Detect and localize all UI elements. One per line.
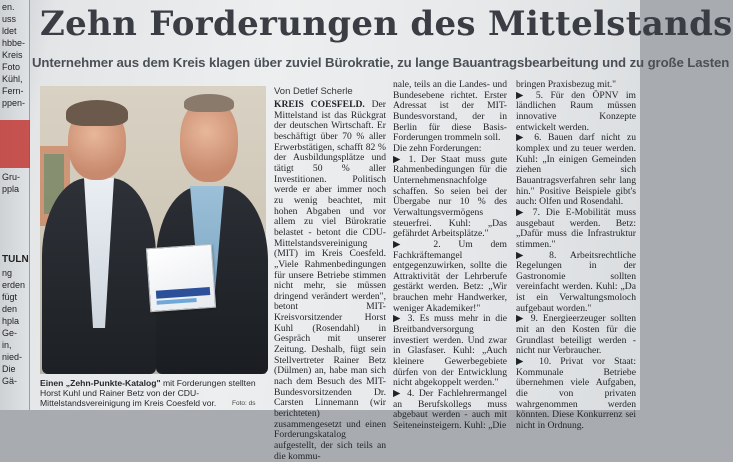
folder-zehn-punkte-katalog xyxy=(146,244,216,312)
dateline: KREIS COESFELD. xyxy=(274,99,365,110)
previous-article-column xyxy=(0,0,30,410)
paragraph: ▶ 10. Privat vor Staat: Kommunale Betriebe übernehmen viele Aufgaben, die von privaten wahrgenommen werden könnten. Diese Konkurrenz sei nicht in Ordnung. xyxy=(516,356,636,431)
person-left xyxy=(40,86,160,374)
prev-line: TULN xyxy=(2,254,29,265)
person-right-hair xyxy=(184,94,234,112)
person-left-hair xyxy=(66,100,128,126)
paragraph: ▶ 8. Arbeitsrechtliche Regelungen in der Gastronomie sollten vereinfacht werden. Kuhl: „Da ist ein Verwaltungsmoloch aufgebaut worden." xyxy=(516,249,636,314)
prev-line: hbbe- xyxy=(2,38,26,48)
prev-line: ldet xyxy=(2,26,17,36)
paragraph: ▶ 2. Um dem Fachkräftemangel entgegenzuwirken, sollte die Attraktivität der Lehrberufe gestärkt werden. Betz: „Wir brauchen mehr Handwerker, weniger Akademiker!" xyxy=(393,238,507,314)
prev-line: erden xyxy=(2,280,26,290)
prev-line: uss xyxy=(2,14,17,24)
article-column-1 xyxy=(274,100,386,462)
prev-line: nied- xyxy=(2,352,23,362)
paragraph xyxy=(274,100,386,462)
prev-line: Fern- xyxy=(2,86,24,96)
article-photo xyxy=(40,86,266,374)
person-right xyxy=(150,86,266,374)
paragraph-text: Der Mittelstand ist das Rückgrat der deutschen Wirtschaft. Er beschäftigt über 70 % aller Erwerbstätigen, schafft 82 % der Ausbildungsplätze und tätigt 50 % aller Investitionen. Politisch werde er aber immer noch zu wenig beachtet, mit hohen Abgaben und vor allem zu viel Bürokratie belastet - betont die CDU-Mittelstandsvereinigung (MIT) im Kreis Coesfeld. „Viele Rahmenbedingungen für unsere Betriebe stimmen nicht mehr, sie müssen dringend verändert werden", betont MIT-Kreisvorsitzender Horst Kuhl (Rosendahl) in Gespräch mit unserer Zeitung. Deshalb, fügt sein Stellvertreter Rainer Betz (Dülmen) an, habe man sich nach dem Besuch des MIT-Bundesvorsitzenden Dr. Carsten Linnemann (wir berichteten) zusammengesetzt und einen Forderungskatalog aufgestellt, der sich teils an die kommu- xyxy=(274,99,386,462)
paragraph: ▶ 4. Der Fachlehrermangel an Berufskollegs muss abgebaut werden - auch mit Seiteneinsteigern. Kuhl: „Die xyxy=(393,388,507,431)
prev-line: hpla xyxy=(2,316,20,326)
prev-line: Kreis xyxy=(2,50,23,60)
red-accent-bar xyxy=(0,120,30,168)
prev-line: Ge- xyxy=(2,328,18,338)
prev-line: den xyxy=(2,304,18,314)
folder-stripe xyxy=(156,287,210,299)
paragraph: Die zehn Forderungen: xyxy=(393,142,482,154)
prev-line: Foto xyxy=(2,62,21,72)
paragraph: ▶ 7. Die E-Mobilität muss ausgebaut werden. Betz: „Dafür muss die Infrastruktur stimmen." xyxy=(516,206,636,250)
paragraph: bringen Praxisbezug mit." xyxy=(516,79,617,90)
folder-stripe-light xyxy=(157,298,197,305)
caption-text: mit Forderungen stellten Horst Kuhl und Rainer Betz von der CDU-Mittelstandsvereinigung im Kreis Coesfeld vor. xyxy=(40,378,256,408)
subheadline: Unternehmer aus dem Kreis klagen über zuviel Bürokratie, zu lange Bauantragsbearbeitung und zu große Lasten xyxy=(32,55,730,70)
paragraph: ▶ 5. Für den ÖPNV im ländlichen Raum müssen innovative Konzepte entwickelt werden. xyxy=(516,89,636,133)
article-column-2 xyxy=(393,80,507,432)
prev-line: Die xyxy=(2,364,16,374)
prev-line: in, xyxy=(2,340,12,350)
prev-line: Gä- xyxy=(2,376,18,386)
headline: Zehn Forderungen des Mittelstands xyxy=(40,4,733,44)
photo-credit: Foto: ds xyxy=(232,400,256,407)
prev-line: Kühl, xyxy=(2,74,23,84)
paragraph: ▶ 6. Bauen darf nicht zu komplex und zu teuer werden. Kuhl: „In einigen Gemeinden ziehen sich Bauantragsverfahren sehr lang hin." Positive Beispiele gibt's auch: Olfen und Rosendahl. xyxy=(516,132,636,208)
prev-line: Gru- xyxy=(2,172,20,182)
prev-line: ppla xyxy=(2,184,20,194)
paragraph: ▶ 9. Energieerzeuger sollten mit an den Kosten für die Grundlast beteiligt werden - nicht nur Verbraucher. xyxy=(516,313,636,357)
prev-line: ppen- xyxy=(2,98,26,108)
paragraph: ▶ 3. Es muss mehr in die Breitbandversorgung investiert werden. Und zwar in Glasfaser. Kuhl: „Auch kleinere Gewerbegebiete dürfen von der Entwicklung nicht abgekoppelt werden." xyxy=(393,313,507,389)
paragraph: ▶ 1. Der Staat muss gute Rahmenbedingungen für die Unternehmensnachfolge schaffen. So seien bei der Übergabe nur 10 % des Verwaltungsvermögens steuerfrei. Kuhl: „Das gefährdet Arbeitsplätze." xyxy=(393,153,507,240)
caption-lead: Einen „Zehn-Punkte-Katalog" xyxy=(40,378,161,388)
byline: Von Detlef Scherle xyxy=(274,86,353,97)
prev-line: fügt xyxy=(2,292,18,302)
paragraph: nale, teils an die Landes- und Bundesebene richtet. Erster Adressat ist der MIT-Bundesvorstand, der in Berlin für diese Basis-Forderungen trommeln soll. xyxy=(393,79,507,144)
prev-line: en. xyxy=(2,2,15,12)
article-column-3 xyxy=(516,80,636,432)
prev-line: ng xyxy=(2,268,13,278)
